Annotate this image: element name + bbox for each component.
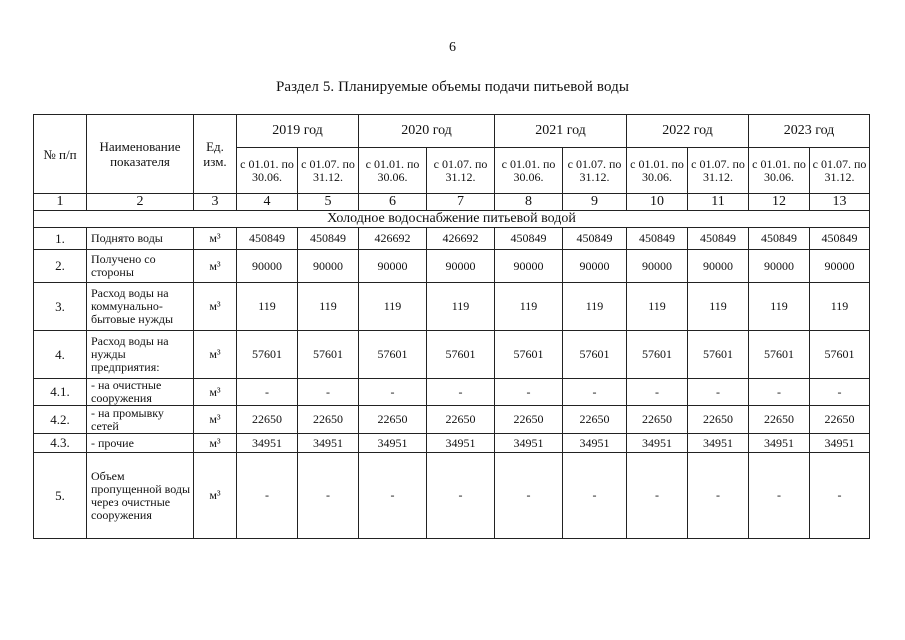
- value-cell: 450849: [237, 228, 298, 250]
- value-cell: -: [495, 379, 563, 406]
- column-number: 9: [563, 194, 627, 211]
- value-cell: -: [749, 379, 810, 406]
- table-row: [34, 379, 870, 406]
- value-cell: -: [688, 453, 749, 539]
- row-number: 4.2.: [34, 406, 87, 434]
- unit-cell: м³: [194, 283, 237, 331]
- value-cell: 22650: [495, 406, 563, 434]
- value-cell: 426692: [427, 228, 495, 250]
- column-number: 10: [627, 194, 688, 211]
- value-cell: 57601: [359, 331, 427, 379]
- value-cell: -: [427, 453, 495, 539]
- table-row: [34, 453, 870, 539]
- column-number: 4: [237, 194, 298, 211]
- value-cell: 90000: [495, 250, 563, 283]
- value-cell: 90000: [563, 250, 627, 283]
- value-cell: 119: [237, 283, 298, 331]
- value-cell: -: [359, 453, 427, 539]
- table-row: [34, 331, 870, 379]
- value-cell: 450849: [627, 228, 688, 250]
- value-cell: -: [563, 453, 627, 539]
- column-number: 1: [34, 194, 87, 211]
- value-cell: 450849: [298, 228, 359, 250]
- header-year: 2023 год: [749, 115, 870, 148]
- value-cell: 90000: [749, 250, 810, 283]
- unit-cell: м³: [194, 331, 237, 379]
- row-number: 1.: [34, 228, 87, 250]
- header-period: с 01.01. по 30.06.: [627, 148, 688, 194]
- header-unit: Ед. изм.: [194, 115, 237, 194]
- header-period: с 01.07. по 31.12.: [427, 148, 495, 194]
- value-cell: 22650: [237, 406, 298, 434]
- value-cell: 450849: [495, 228, 563, 250]
- unit-cell: м³: [194, 406, 237, 434]
- value-cell: 90000: [810, 250, 870, 283]
- value-cell: 57601: [627, 331, 688, 379]
- value-cell: -: [237, 379, 298, 406]
- header-period: с 01.07. по 31.12.: [810, 148, 870, 194]
- value-cell: 57601: [298, 331, 359, 379]
- value-cell: 22650: [688, 406, 749, 434]
- value-cell: 34951: [427, 434, 495, 453]
- water-supply-table: [33, 114, 870, 539]
- value-cell: -: [810, 379, 870, 406]
- row-number: 2.: [34, 250, 87, 283]
- value-cell: 34951: [749, 434, 810, 453]
- value-cell: 57601: [427, 331, 495, 379]
- value-cell: -: [298, 453, 359, 539]
- value-cell: 119: [563, 283, 627, 331]
- indicator-name: - на промывку сетей: [87, 406, 194, 434]
- indicator-name: Получено со стороны: [87, 250, 194, 283]
- value-cell: 22650: [563, 406, 627, 434]
- column-number: 8: [495, 194, 563, 211]
- value-cell: 57601: [563, 331, 627, 379]
- unit-cell: м³: [194, 379, 237, 406]
- column-number: 6: [359, 194, 427, 211]
- value-cell: 22650: [359, 406, 427, 434]
- value-cell: 57601: [810, 331, 870, 379]
- indicator-name: Расход воды на нужды предприятия:: [87, 331, 194, 379]
- header-num: № п/п: [34, 115, 87, 194]
- unit-cell: м³: [194, 228, 237, 250]
- unit-cell: м³: [194, 434, 237, 453]
- column-number: 12: [749, 194, 810, 211]
- value-cell: 450849: [688, 228, 749, 250]
- header-period: с 01.07. по 31.12.: [688, 148, 749, 194]
- indicator-name: Поднято воды: [87, 228, 194, 250]
- value-cell: 119: [359, 283, 427, 331]
- row-number: 4.3.: [34, 434, 87, 453]
- header-year: 2021 год: [495, 115, 627, 148]
- value-cell: 119: [627, 283, 688, 331]
- column-number: 13: [810, 194, 870, 211]
- section-title: Раздел 5. Планируемые объемы подачи питьевой воды: [275, 79, 630, 95]
- value-cell: -: [627, 379, 688, 406]
- column-number: 2: [87, 194, 194, 211]
- value-cell: 119: [427, 283, 495, 331]
- column-number: 3: [194, 194, 237, 211]
- value-cell: -: [749, 453, 810, 539]
- value-cell: -: [359, 379, 427, 406]
- header-period: с 01.01. по 30.06.: [359, 148, 427, 194]
- page-number: 6: [449, 40, 456, 55]
- value-cell: 450849: [810, 228, 870, 250]
- value-cell: 119: [688, 283, 749, 331]
- header-period: с 01.07. по 31.12.: [298, 148, 359, 194]
- row-number: 4.: [34, 331, 87, 379]
- row-number: 5.: [34, 453, 87, 539]
- value-cell: 57601: [237, 331, 298, 379]
- column-number: 7: [427, 194, 495, 211]
- value-cell: -: [810, 453, 870, 539]
- value-cell: 34951: [359, 434, 427, 453]
- value-cell: 426692: [359, 228, 427, 250]
- value-cell: 119: [495, 283, 563, 331]
- value-cell: 57601: [749, 331, 810, 379]
- column-number: 11: [688, 194, 749, 211]
- value-cell: 22650: [749, 406, 810, 434]
- value-cell: 90000: [627, 250, 688, 283]
- value-cell: 450849: [563, 228, 627, 250]
- value-cell: 34951: [810, 434, 870, 453]
- value-cell: 34951: [563, 434, 627, 453]
- header-year: 2020 год: [359, 115, 495, 148]
- value-cell: -: [563, 379, 627, 406]
- value-cell: 90000: [688, 250, 749, 283]
- table-row: [34, 283, 870, 331]
- value-cell: 34951: [627, 434, 688, 453]
- table-row: [34, 228, 870, 250]
- value-cell: 119: [810, 283, 870, 331]
- unit-cell: м³: [194, 453, 237, 539]
- header-name: Наименование показателя: [87, 115, 194, 194]
- header-period: с 01.07. по 31.12.: [563, 148, 627, 194]
- row-number: 4.1.: [34, 379, 87, 406]
- value-cell: 57601: [688, 331, 749, 379]
- header-year: 2019 год: [237, 115, 359, 148]
- value-cell: -: [688, 379, 749, 406]
- unit-cell: м³: [194, 250, 237, 283]
- value-cell: 34951: [237, 434, 298, 453]
- value-cell: 34951: [298, 434, 359, 453]
- header-year: 2022 год: [627, 115, 749, 148]
- value-cell: 57601: [495, 331, 563, 379]
- table-row: [34, 406, 870, 434]
- indicator-name: - прочие: [87, 434, 194, 453]
- value-cell: 22650: [298, 406, 359, 434]
- value-cell: -: [627, 453, 688, 539]
- section-label: Холодное водоснабжение питьевой водой: [34, 211, 870, 228]
- header-period: с 01.01. по 30.06.: [749, 148, 810, 194]
- value-cell: 22650: [427, 406, 495, 434]
- header-period: с 01.01. по 30.06.: [237, 148, 298, 194]
- value-cell: 22650: [627, 406, 688, 434]
- column-number: 5: [298, 194, 359, 211]
- value-cell: 450849: [749, 228, 810, 250]
- table-row: [34, 434, 870, 453]
- value-cell: -: [298, 379, 359, 406]
- indicator-name: - на очистные сооружения: [87, 379, 194, 406]
- value-cell: 90000: [359, 250, 427, 283]
- value-cell: 119: [298, 283, 359, 331]
- value-cell: 34951: [495, 434, 563, 453]
- value-cell: -: [495, 453, 563, 539]
- value-cell: 22650: [810, 406, 870, 434]
- value-cell: 119: [749, 283, 810, 331]
- value-cell: 34951: [688, 434, 749, 453]
- value-cell: 90000: [427, 250, 495, 283]
- value-cell: 90000: [298, 250, 359, 283]
- value-cell: -: [427, 379, 495, 406]
- indicator-name: Объем пропущенной воды через очистные сооружения: [87, 453, 194, 539]
- indicator-name: Расход воды на коммунально-бытовые нужды: [87, 283, 194, 331]
- header-period: с 01.01. по 30.06.: [495, 148, 563, 194]
- value-cell: 90000: [237, 250, 298, 283]
- value-cell: -: [237, 453, 298, 539]
- table-row: [34, 250, 870, 283]
- row-number: 3.: [34, 283, 87, 331]
